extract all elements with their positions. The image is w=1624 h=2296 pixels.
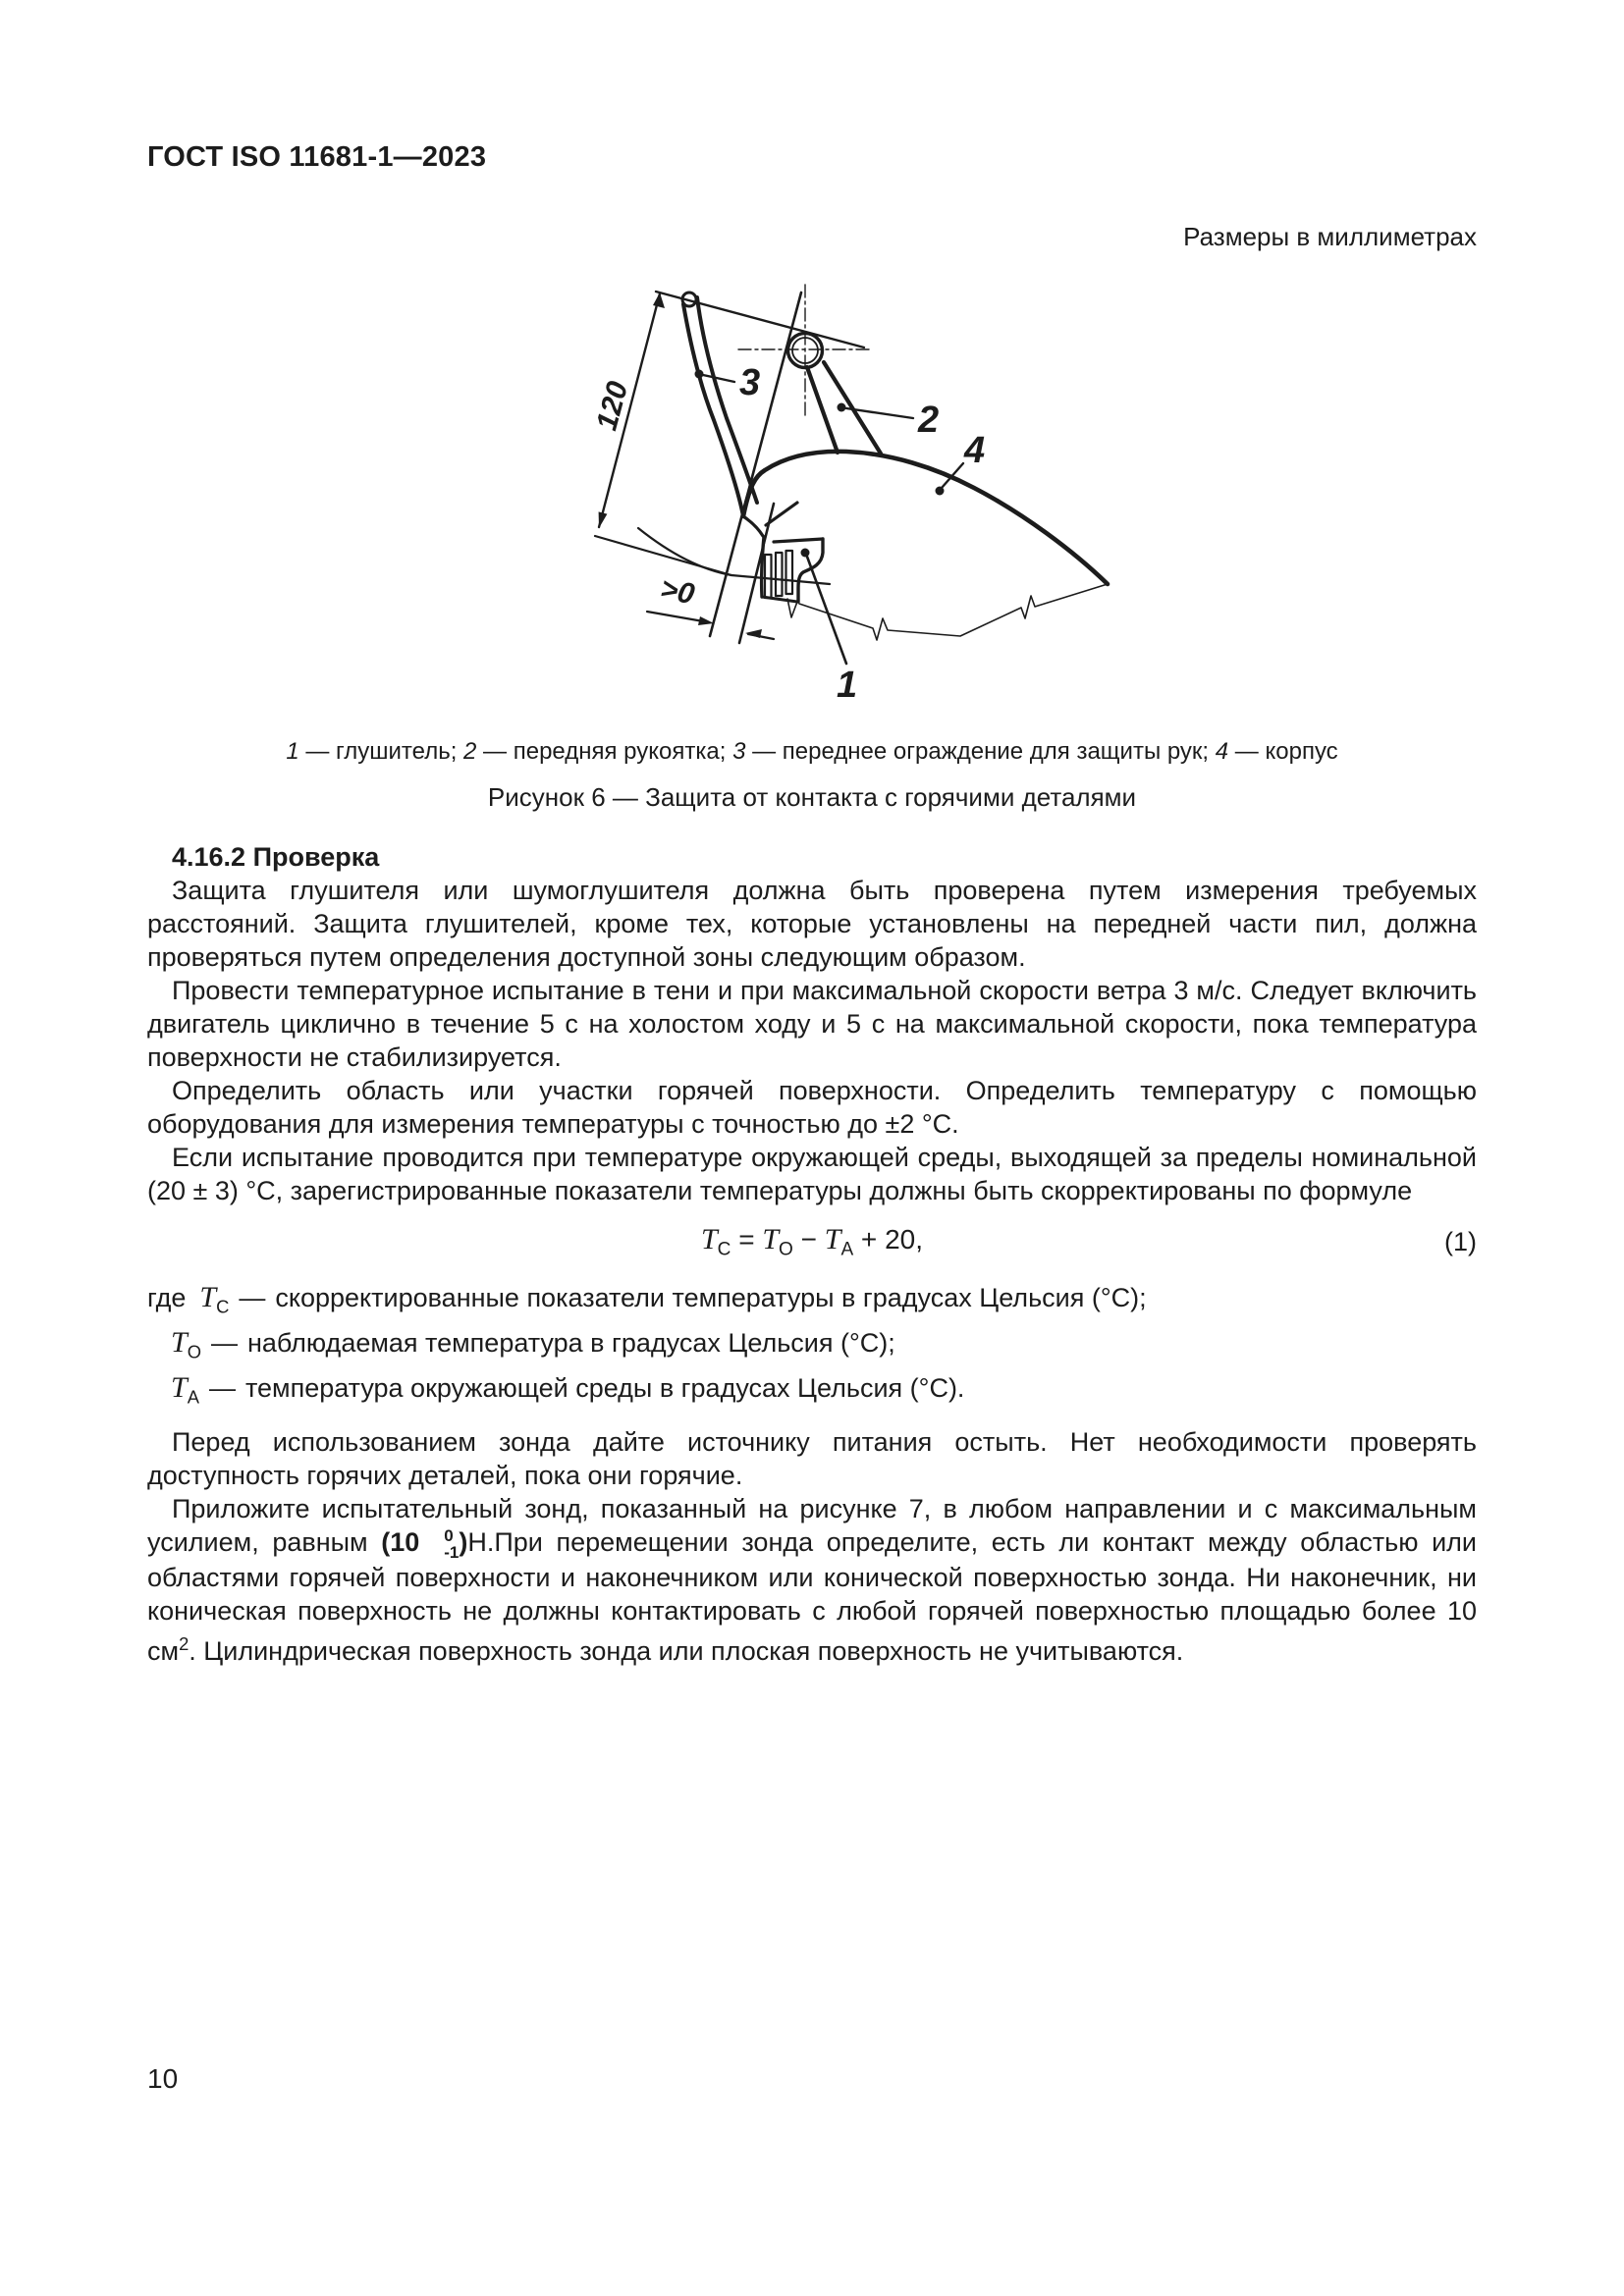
paragraph-5: Перед использованием зонда дайте источнику питания остыть. Нет необходимости проверять доступность горячих деталей, пока они горячие.	[147, 1426, 1477, 1490]
section-content	[147, 840, 1477, 1668]
where-line-to: $T_O$ — наблюдаемая температура в градусах Цельсия (°С);	[171, 1325, 895, 1362]
figure-caption: 1 — глушитель; 2 — передняя рукоятка; 3 — переднее ограждение для защиты рук; 4 — корпус	[286, 738, 1338, 765]
caption-num-1: 1	[286, 738, 299, 765]
front-hand-guard	[682, 293, 757, 516]
dimension-120	[590, 293, 665, 528]
callout-1-label: 1	[837, 665, 858, 706]
paragraph-3: Определить область или участки горячей поверхности. Определить температуру с помощью оборудования для измерения температуры с точностью до ±2 °С.	[147, 1076, 1477, 1139]
dimensions-note: Размеры в миллиметрах	[1183, 222, 1477, 251]
callout-1	[801, 549, 858, 707]
caption-num-3: 3	[732, 738, 746, 765]
caption-num-2: 2	[463, 738, 477, 765]
document-code: ГОСТ ISO 11681-1—2023	[147, 141, 487, 173]
chainsaw-technical-drawing	[393, 263, 1178, 724]
section-heading: 4.16.2 Проверка	[172, 842, 380, 872]
caption-num-4: 4	[1215, 738, 1229, 765]
where-line-tc: где $T_C$ — скорректированные показатели температуры в градусах Цельсия (°С);	[147, 1280, 1147, 1316]
figure-6-drawing	[393, 263, 1178, 724]
housing-body	[743, 452, 1108, 640]
muffler	[743, 503, 823, 602]
paragraph-1: Защита глушителя или шумоглушителя должна быть проверена путем измерения требуемых расстояний. Защита глушителей, кроме тех, которые установлены на передней части пил, должна проверяться путем определения доступной зоны следующим образом.	[147, 876, 1477, 972]
dimension-120-label: 120	[590, 378, 635, 434]
formula-number: (1)	[1444, 1227, 1477, 1256]
muffler-vent-slots	[765, 551, 792, 598]
where-line-ta: $T_A$ — температура окружающей среды в градусах Цельсия (°С).	[171, 1371, 965, 1408]
callout-4	[936, 430, 986, 496]
figure-title: Рисунок 6 — Защита от контакта с горячими деталями	[487, 782, 1137, 812]
dimension-gap-label: >0	[657, 572, 698, 612]
callout-3-label: 3	[739, 362, 761, 403]
paragraph-6: Приложите испытательный зонд, показанный на рисунке 7, в любом направлении и с максимальным усилием, равным (10 0 -1 )Н.При перемещении зонда определите, есть ли контакт между областью или областями горячей поверхности и наконечником или конической поверхностью зонда. Ни наконечник, ни коническая поверхность не должны контактировать с любой горячей поверхностью площадью более 10 $см^2$. Цилиндрическая поверхность зонда или плоская поверхность не учитываются.	[147, 1493, 1477, 1666]
formula-1: $T_C = T_O - T_A + 20$,	[700, 1223, 923, 1260]
paragraph-2: Провести температурное испытание в тени и при максимальной скорости ветра 3 м/с. Следует включить двигатель циклично в течение 5 с на холостом ходу и 5 с на максимальной скорости, пока температура поверхности не стабилизируется.	[147, 976, 1477, 1072]
paragraph-4: Если испытание проводится при температуре окружающей среды, выходящей за пределы номинальной (20 ± 3) °С, зарегистрированные показатели температуры должны быть скорректированы по формуле	[147, 1143, 1477, 1205]
callout-2-label: 2	[918, 400, 940, 441]
page-number: 10	[147, 2063, 179, 2094]
callout-4-label: 4	[964, 430, 986, 471]
formula-row	[147, 1223, 1477, 1267]
force-tolerance-value: (10 0 -1 )	[381, 1525, 468, 1562]
formula-definitions	[147, 1279, 1477, 1415]
